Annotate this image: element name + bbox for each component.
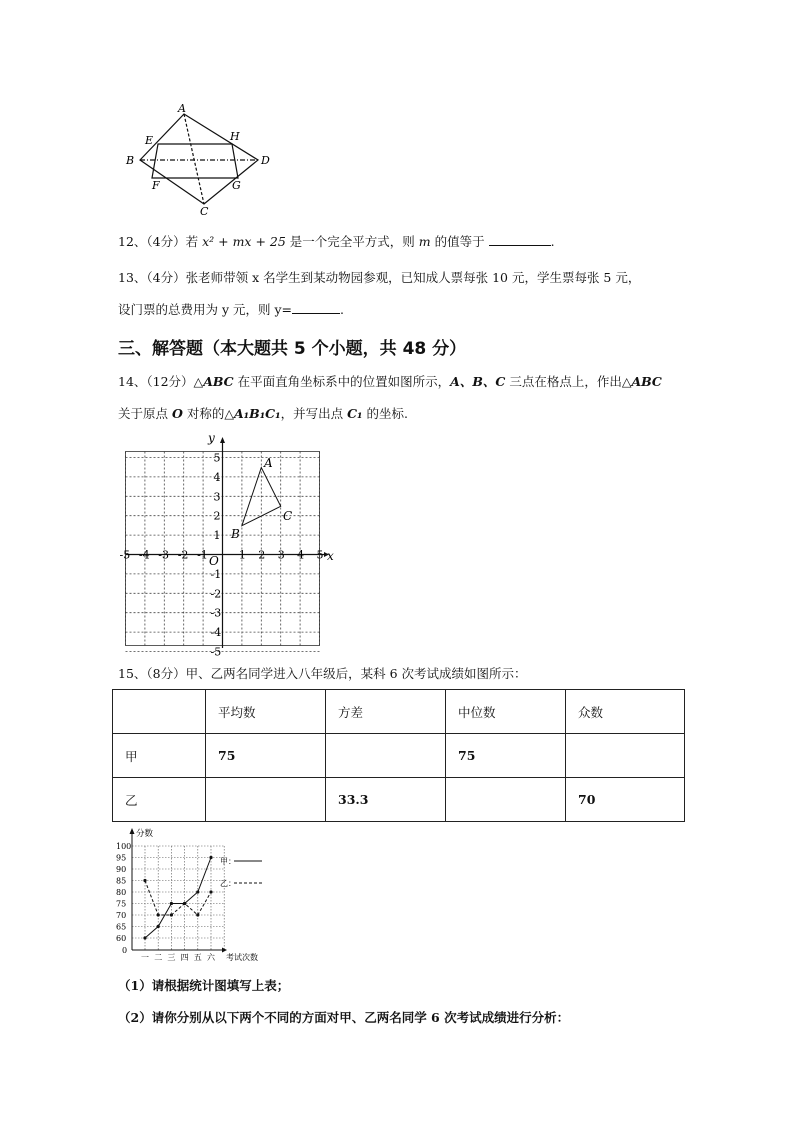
series-jia-point bbox=[170, 902, 173, 905]
series-jia-point bbox=[157, 925, 160, 928]
series-yi-line bbox=[145, 881, 211, 916]
question-13-line1: 13、（4分）张老师带领 x 名学生到某动物园参观，已知成人票每张 10 元，学生票每张 5 元， bbox=[118, 270, 641, 285]
x-tick-label: -2 bbox=[177, 548, 189, 562]
table-cell: 75 bbox=[206, 734, 326, 778]
q13-answer-blank[interactable] bbox=[292, 301, 340, 314]
series-jia-line bbox=[145, 858, 211, 939]
table-header-row bbox=[113, 690, 685, 734]
score-table bbox=[112, 689, 685, 822]
chart-y-tick: 70 bbox=[116, 911, 127, 920]
label-b: B bbox=[126, 154, 135, 167]
y-tick-label: 1 bbox=[213, 529, 221, 543]
question-14-line2 bbox=[118, 404, 408, 424]
x-tick-label: 3 bbox=[277, 548, 285, 562]
table-header-cell bbox=[113, 690, 206, 734]
chart-x-tick: 六 bbox=[207, 953, 215, 962]
q14-c1: C₁ bbox=[347, 406, 363, 421]
y-axis-label: y bbox=[208, 431, 215, 445]
point-a-label: A bbox=[264, 456, 273, 470]
chart-y-tick: 95 bbox=[116, 853, 127, 863]
y-tick-label: -3 bbox=[210, 606, 222, 620]
q14-line2-prefix: 关于原点 bbox=[118, 406, 172, 421]
section-3-title: 三、解答题（本大题共 5 个小题，共 48 分） bbox=[118, 339, 467, 359]
coordinate-grid bbox=[112, 426, 342, 659]
x-tick-label: 4 bbox=[297, 548, 305, 562]
table-row bbox=[113, 734, 685, 778]
label-a: A bbox=[178, 102, 186, 115]
chart-y-tick: 60 bbox=[116, 934, 127, 943]
series-yi-point bbox=[196, 913, 199, 916]
chart-ylabel: 分数 bbox=[136, 829, 154, 839]
chart-y-tick: 100 bbox=[116, 842, 132, 851]
table-cell[interactable] bbox=[446, 778, 566, 822]
x-tick-label: 5 bbox=[316, 548, 324, 562]
chart-y-tick: 85 bbox=[116, 876, 127, 886]
question-12 bbox=[118, 232, 555, 252]
q12-variable: m bbox=[418, 234, 431, 249]
chart-y-tick: 75 bbox=[116, 899, 127, 909]
y-tick-label: -1 bbox=[210, 567, 222, 581]
table-row bbox=[113, 778, 685, 822]
q13-line2-text: 设门票的总费用为 y 元，则 y= bbox=[118, 302, 293, 317]
y-tick-label: 2 bbox=[213, 509, 221, 523]
point-c-label: C bbox=[283, 509, 293, 523]
x-tick-label: -4 bbox=[138, 548, 150, 562]
legend-jia-label: 甲： bbox=[220, 857, 236, 866]
chart-x-tick: 三 bbox=[167, 953, 176, 962]
table-header-cell: 众数 bbox=[566, 690, 685, 734]
table-cell[interactable] bbox=[206, 778, 326, 822]
q12-mid: 是一个完全平方式，则 bbox=[289, 234, 415, 249]
q14-line2-end: 的坐标. bbox=[362, 406, 408, 421]
label-f: F bbox=[152, 179, 160, 192]
y-tick-label: 5 bbox=[213, 451, 221, 465]
series-yi-point bbox=[183, 902, 186, 905]
question-15-part1: （1）请根据统计图填写上表； bbox=[118, 978, 290, 993]
q14-points: A、B、C bbox=[450, 374, 506, 389]
y-tick-label: 3 bbox=[213, 490, 221, 504]
q12-prefix: 12、（4分）若 bbox=[118, 234, 199, 249]
diagonal-ac bbox=[184, 114, 204, 204]
q14-line2-mid: 对称的△ bbox=[182, 406, 234, 421]
q12-answer-blank[interactable] bbox=[489, 233, 551, 246]
origin-label: O bbox=[209, 554, 219, 568]
x-tick-label: -1 bbox=[197, 548, 208, 562]
table-cell[interactable] bbox=[566, 734, 685, 778]
chart-y-tick: 80 bbox=[116, 888, 127, 897]
label-d: D bbox=[261, 154, 270, 167]
q13-end: . bbox=[340, 302, 345, 317]
table-header-cell: 方差 bbox=[326, 690, 446, 734]
label-g: G bbox=[232, 179, 241, 192]
x-tick-label: -5 bbox=[119, 548, 131, 562]
x-tick-label: 2 bbox=[258, 548, 266, 562]
chart-x-tick: 四 bbox=[180, 953, 189, 962]
table-cell[interactable] bbox=[326, 734, 446, 778]
table-cell: 70 bbox=[566, 778, 685, 822]
series-yi-point bbox=[170, 913, 173, 916]
series-jia-point bbox=[209, 856, 212, 859]
table-header-cell: 平均数 bbox=[206, 690, 326, 734]
table-cell: 33.3 bbox=[326, 778, 446, 822]
label-e: E bbox=[145, 134, 154, 147]
rectangle-efgh bbox=[152, 144, 238, 178]
point-b-label: B bbox=[231, 527, 240, 541]
q12-suffix: 的值等于 bbox=[434, 234, 485, 249]
table-cell: 甲 bbox=[113, 734, 206, 778]
x-axis-label: x bbox=[327, 549, 334, 563]
y-tick-label: -2 bbox=[210, 587, 222, 601]
q14-line2-mid2: ，并写出点 bbox=[280, 406, 348, 421]
label-h: H bbox=[230, 130, 240, 143]
q14-triangle: A₁B₁C₁ bbox=[233, 406, 281, 421]
q14-mid2: 三点在格点上，作出△ bbox=[505, 374, 632, 389]
chart-xlabel: 考试次数 bbox=[226, 953, 258, 962]
q14-abc2: ABC bbox=[631, 374, 662, 389]
y-tick-label: -4 bbox=[210, 626, 222, 640]
chart-x-tick: 五 bbox=[193, 953, 202, 962]
q12-expression: x² + mx + 25 bbox=[202, 234, 286, 249]
q14-mid: 在平面直角坐标系中的位置如图所示， bbox=[233, 374, 451, 389]
question-14-line1 bbox=[118, 372, 662, 392]
x-tick-label: 1 bbox=[238, 548, 246, 562]
chart-y-zero: 0 bbox=[122, 946, 128, 955]
legend-yi-label: 乙： bbox=[220, 879, 236, 888]
y-tick-label: 4 bbox=[213, 470, 221, 484]
question-15-part2: （2）请你分别从以下两个不同的方面对甲、乙两名同学 6 次考试成绩进行分析： bbox=[118, 1010, 570, 1025]
question-15-intro: 15、（8分）甲、乙两名同学进入八年级后，某科 6 次考试成绩如图所示： bbox=[118, 666, 527, 681]
chart-y-tick: 90 bbox=[116, 865, 127, 874]
q14-origin: O bbox=[171, 406, 183, 421]
chart-y-tick: 65 bbox=[116, 922, 127, 932]
q14-abc: ABC bbox=[203, 374, 234, 389]
series-yi-point bbox=[143, 879, 146, 882]
score-line-chart bbox=[112, 826, 272, 966]
chart-x-tick: 二 bbox=[154, 953, 163, 962]
chart-x-tick: 一 bbox=[141, 953, 149, 962]
series-jia-point bbox=[196, 890, 199, 893]
y-tick-label: -5 bbox=[210, 645, 222, 659]
q12-end: . bbox=[550, 234, 555, 249]
table-cell: 75 bbox=[446, 734, 566, 778]
series-yi-point bbox=[157, 913, 160, 916]
label-c: C bbox=[200, 205, 209, 218]
table-header-cell: 中位数 bbox=[446, 690, 566, 734]
rhombus-figure bbox=[118, 100, 278, 218]
q14-prefix: 14、（12分）△ bbox=[118, 374, 204, 389]
table-cell: 乙 bbox=[113, 778, 206, 822]
question-13-line2 bbox=[118, 300, 344, 320]
series-yi-point bbox=[209, 890, 212, 893]
series-jia-point bbox=[143, 936, 146, 939]
x-tick-label: -3 bbox=[158, 548, 170, 562]
